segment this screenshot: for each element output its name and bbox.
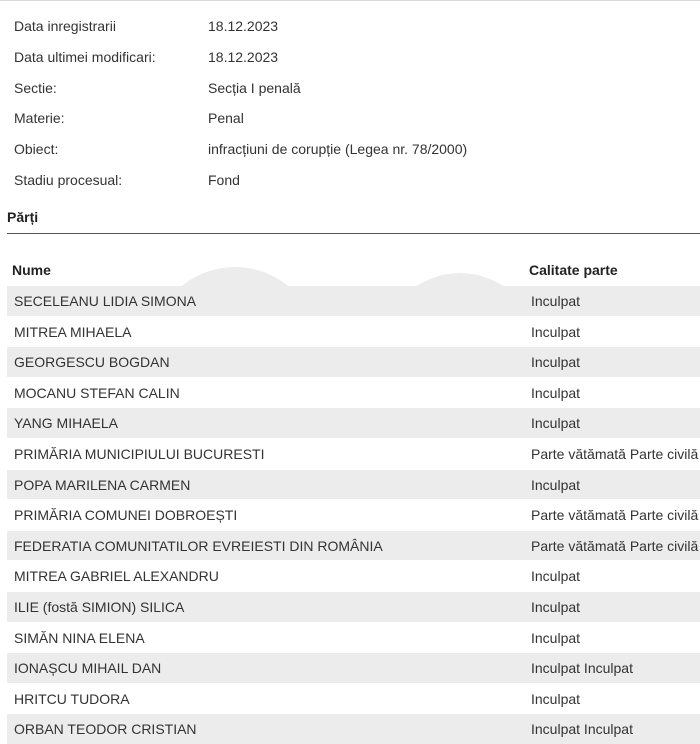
detail-label: Stadiu procesual: [14,171,123,188]
party-name: PRIMĂRIA COMUNEI DOBROEȘTI [14,507,238,524]
party-name: ILIE (fostă SIMION) SILICA [14,598,185,615]
detail-value: infracțiuni de corupție (Legea nr. 78/2000) [208,141,468,158]
table-row [7,653,700,684]
detail-row-object [0,134,700,165]
party-role: Inculpat [531,476,581,493]
party-role: Parte vătămată Parte civilă [531,537,699,554]
party-role: Inculpat Inculpat [531,721,633,738]
parties-table [7,254,700,744]
party-role: Inculpat Inculpat [531,660,633,677]
table-row [7,470,700,501]
party-role: Inculpat [531,690,581,707]
case-details [0,11,700,196]
party-name: FEDERATIA COMUNITATILOR EVREIESTI DIN ROMÂNIA [14,537,383,554]
section-divider [7,233,700,234]
detail-value: 18.12.2023 [208,18,279,34]
table-row [7,592,700,623]
table-row [7,684,700,715]
detail-row-last-modified [0,42,700,73]
party-role: Inculpat [531,598,581,615]
table-row [7,561,700,592]
party-name: ORBAN TEODOR CRISTIAN [14,721,197,738]
table-row [7,378,700,409]
party-role: Inculpat [531,384,581,401]
column-header-role: Calitate parte [529,262,618,278]
detail-label: Data ultimei modificari: [14,48,156,65]
party-role: Inculpat [531,629,581,646]
table-row [7,500,700,531]
detail-label: Obiect: [14,141,59,158]
party-role: Inculpat [531,293,581,309]
party-role: Parte vătămată Parte civilă [531,445,699,462]
column-header-name: Nume [12,262,51,278]
party-role: Inculpat [531,568,581,585]
party-role: Parte vătămată Parte civilă [531,507,699,524]
detail-value: Secția I penală [208,79,301,96]
detail-value: 18.12.2023 [208,48,279,65]
party-name: IONAȘCU MIHAIL DAN [14,660,162,677]
party-name: MOCANU STEFAN CALIN [14,384,180,401]
party-name: SECELEANU LIDIA SIMONA [14,293,197,309]
table-row [7,408,700,439]
detail-label: Sectie: [14,79,57,96]
detail-row-section [0,73,700,104]
detail-label: Data inregistrarii [14,18,116,34]
party-name: MITREA GABRIEL ALEXANDRU [14,568,219,585]
table-row [7,317,700,348]
detail-row-matter [0,103,700,134]
detail-row-registration-date [0,11,700,42]
detail-label: Materie: [14,110,65,127]
party-role: Inculpat [531,415,581,432]
table-row [7,714,700,744]
party-name: PRIMĂRIA MUNICIPIULUI BUCURESTI [14,445,265,462]
party-name: YANG MIHAELA [14,415,118,432]
table-row [7,286,700,317]
table-row [7,347,700,378]
parties-table-header [7,254,700,286]
party-name: SIMĂN NINA ELENA [14,629,145,646]
party-name: GEORGESCU BOGDAN [14,354,170,371]
detail-value: Penal [208,110,244,127]
party-name: POPA MARILENA CARMEN [14,476,191,493]
party-role: Inculpat [531,323,581,340]
table-row [7,531,700,562]
table-row [7,439,700,470]
section-title-parties: Părți [7,209,39,225]
detail-value: Fond [208,171,240,188]
detail-row-procedural-stage [0,165,700,196]
party-name: MITREA MIHAELA [14,323,132,340]
table-row [7,623,700,654]
party-name: HRITCU TUDORA [14,690,130,707]
party-role: Inculpat [531,354,581,371]
